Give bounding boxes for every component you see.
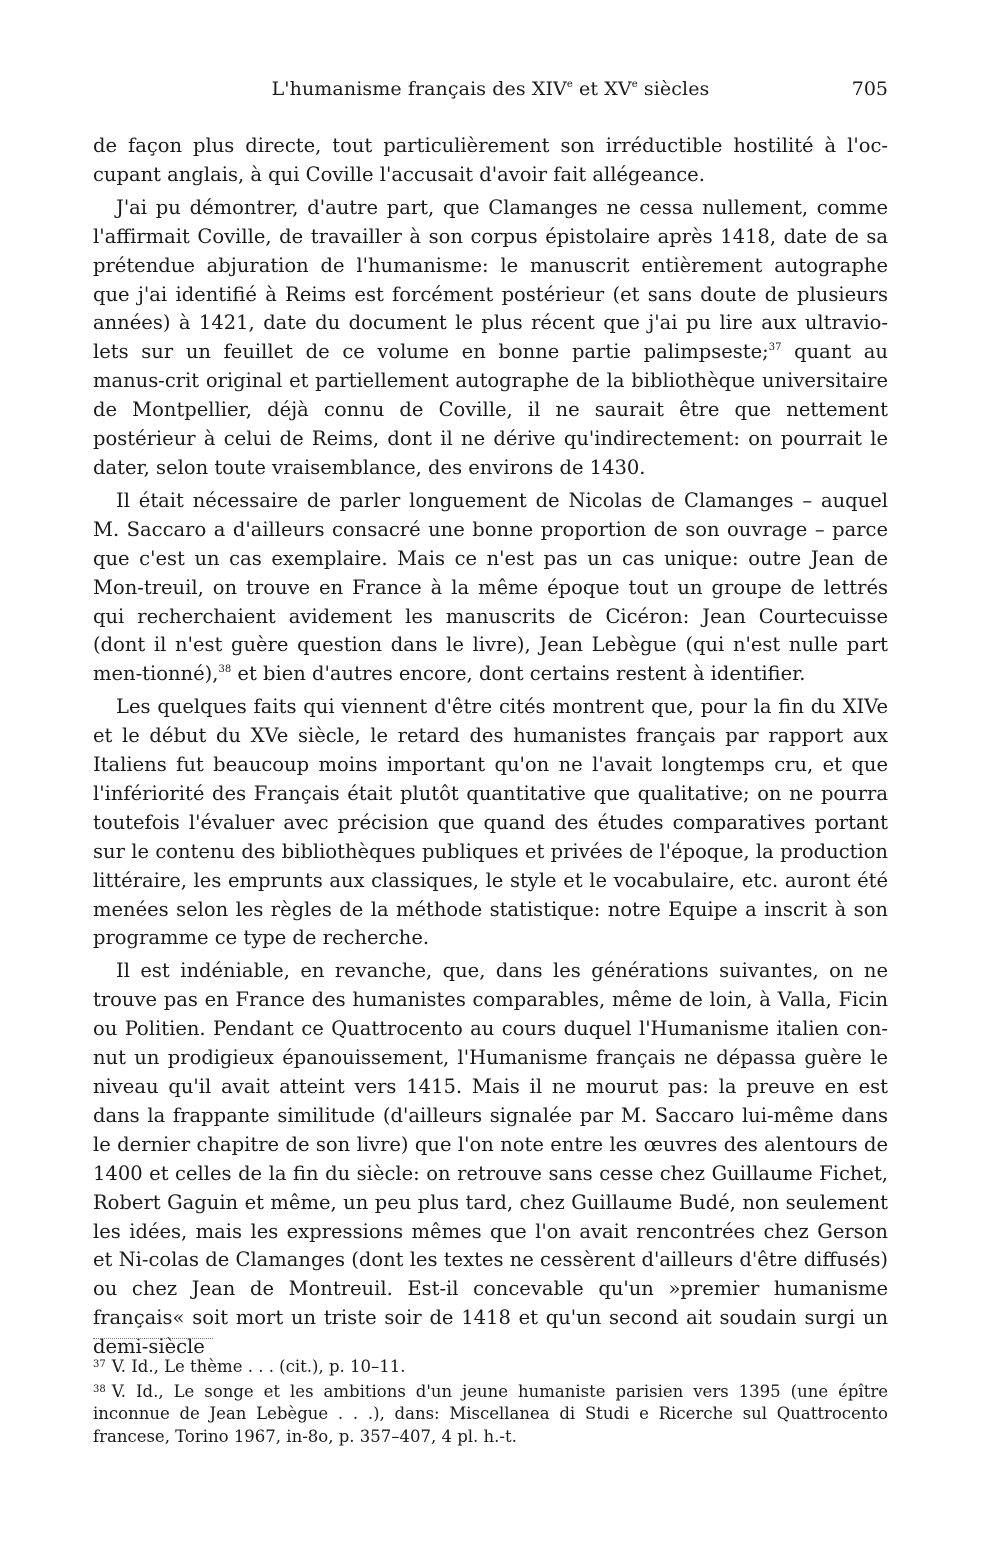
paragraph [93, 194, 888, 483]
paragraph-text: quant au manus-crit original et partiellement autographe de la bibliothèque universitaire de Montpellier, déjà connu de Coville, il ne saurait être que nettement postérieur à celui de Reims, dont il ne dérive qu'indirectement: on pourrait le dater, selon toute vraisemblance, des environs de 1430. [93, 340, 888, 479]
paragraph-text: J'ai pu démontrer, d'autre part, que Clamanges ne cessa nullement, comme l'affirmait Coville, de travailler à son corpus épistolaire après 1418, date de sa prétendue abjuration de l'humanisme: le manuscrit entièrement autographe que j'ai identifié à Reims est forcément postérieur (et sans doute de plusieurs années) à 1421, date du document le plus récent que j'ai pu lire aux ultravio-lets sur un feuillet de ce volume en bonne partie palimpseste; [93, 195, 888, 364]
page-number: 705 [851, 78, 888, 100]
paragraph-text: et bien d'autres encore, dont certains restent à identifier. [231, 662, 806, 686]
footnotes [93, 1354, 888, 1448]
footnote-text: V. Id., Le songe et les ambitions d'un jeune humaniste parisien vers 1395 (une épître inconnue de Jean Lebègue . . .), dans: Miscellanea di Studi e Ricerche sul Quattrocento francese, Torino 1967, in-8o, p. 357–407, 4 pl. h.-t. [93, 1381, 888, 1446]
paragraph [93, 487, 888, 689]
footnote [93, 1379, 888, 1449]
paragraph-text: Les quelques faits qui viennent d'être cités montrent que, pour la fin du XIVe et le début du XVe siècle, le retard des humanistes français par rapport aux Italiens fut beaucoup moins important qu'on ne l'avait longtemps cru, et que l'infériorité des Français était plutôt quantitative que qualitative; on ne pourra toutefois l'évaluer avec précision que quand des études comparatives portant sur le contenu des bibliothèques publiques et privées de l'époque, la production littéraire, les emprunts aux classiques, le style et le vocabulaire, etc. auront été menées selon les règles de la méthode statistique: notre Equipe a inscrit à son programme ce type de recherche. [93, 695, 888, 950]
footnote-ref: 38 [218, 664, 232, 676]
paragraph [93, 957, 888, 1362]
footnote-number: 37 [93, 1359, 106, 1370]
paragraph [93, 693, 888, 953]
footnote-ref: 37 [768, 342, 782, 354]
running-title: L'humanisme français des XIVe et XVe siècles [271, 78, 710, 100]
footnote-text: V. Id., Le thème . . . (cit.), p. 10–11. [111, 1357, 406, 1376]
running-header [93, 78, 888, 108]
paragraph [93, 132, 888, 190]
body-text [93, 132, 888, 1366]
footnote-number: 38 [93, 1383, 106, 1395]
paragraph-text: Il était nécessaire de parler longuement de Nicolas de Clamanges – auquel M. Saccaro a d'ailleurs consacré une bonne proportion de son ouvrage – parce que c'est un cas exemplaire. Mais ce n'est pas un cas unique: outre Jean de Mon-treuil, on trouve en France à la même époque tout un groupe de lettrés qui recherchaient avidement les manuscrits de Cicéron: Jean Courtecuisse (dont il n'est guère question dans le livre), Jean Lebègue (qui n'est nulle part men-tionné), [93, 488, 888, 686]
footnote [93, 1354, 888, 1379]
footnote-separator [93, 1338, 213, 1339]
paragraph-text: de façon plus directe, tout particulièrement son irréductible hostilité à l'oc-cupant anglais, à qui Coville l'accusait d'avoir fait allégeance. [93, 134, 888, 186]
paragraph-text: Il est indéniable, en revanche, que, dans les générations suivantes, on ne trouve pas en France des humanistes comparables, même de loin, à Valla, Ficin ou Politien. Pendant ce Quattrocento au cours duquel l'Humanisme italien con-nut un prodigieux épanouissement, l'Humanisme français ne dépassa guère le niveau qu'il avait atteint vers 1415. Mais il ne mourut pas: la preuve en est dans la frappante similitude (d'ailleurs signalée par M. Saccaro lui-même dans le dernier chapitre de son livre) que l'on note entre les œuvres des alentours de 1400 et celles de la fin du siècle: on retrouve sans cesse chez Guillaume Fichet, Robert Gaguin et même, un peu plus tard, chez Guillaume Budé, non seulement les idées, mais les expressions mêmes que l'on avait rencontrées chez Gerson et Ni-colas de Clamanges (dont les textes ne cessèrent d'ailleurs d'être diffusés) ou chez Jean de Montreuil. Est-il concevable qu'un »premier humanisme français« soit mort un triste soir de 1418 et qu'un second ait soudain surgi un demi-siècle [93, 959, 888, 1359]
